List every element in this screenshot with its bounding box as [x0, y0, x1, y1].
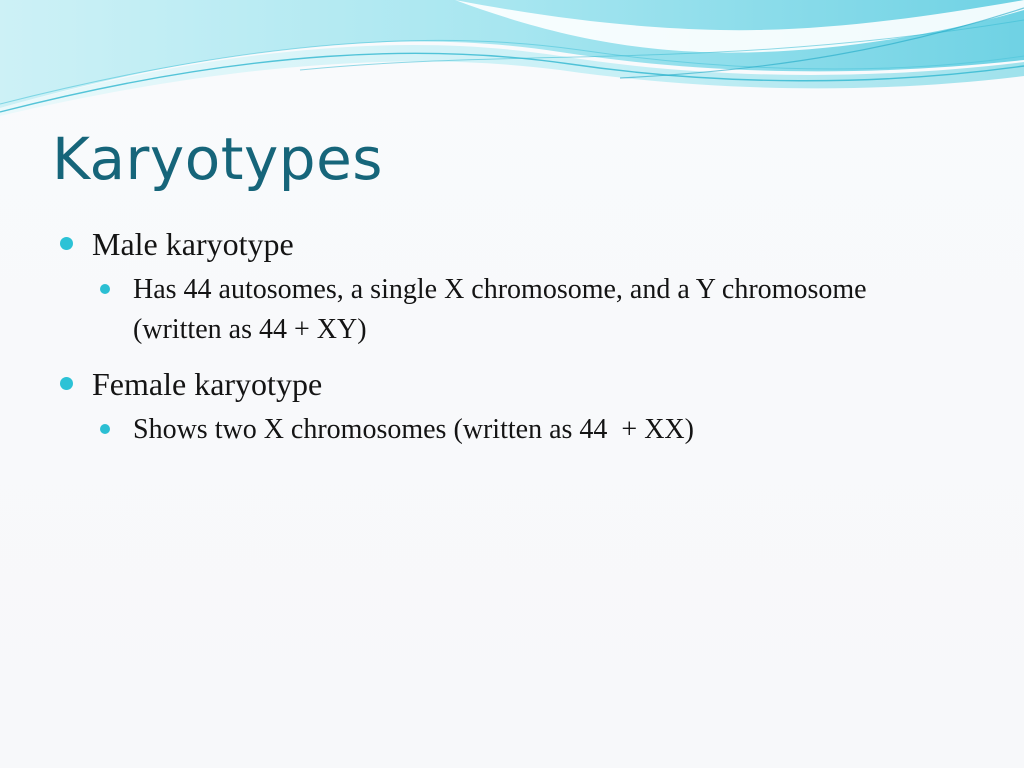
- bullet-male-karyotype: [60, 222, 940, 266]
- bullet-dot-icon: [60, 237, 73, 250]
- subbullet-text: Shows two X chromosomes (written as 44 + XX): [133, 414, 694, 445]
- bullet-dot-icon: [60, 377, 73, 390]
- bullet-dot-icon: [100, 424, 110, 434]
- bullet-dot-icon: [100, 284, 110, 294]
- bullet-text: Female karyotype: [92, 366, 323, 402]
- header-wave-decoration: [0, 0, 1024, 120]
- bullet-list: [60, 222, 940, 450]
- subbullet-female-description: [100, 410, 940, 450]
- subbullet-text: Has 44 autosomes, a single X chromosome, and a Y chromosome (written as 44 + XY): [133, 274, 874, 345]
- bullet-female-karyotype: [60, 362, 940, 406]
- subbullet-male-description: [100, 270, 940, 350]
- slide-title: Karyotypes: [52, 125, 383, 193]
- bullet-text: Male karyotype: [92, 226, 294, 262]
